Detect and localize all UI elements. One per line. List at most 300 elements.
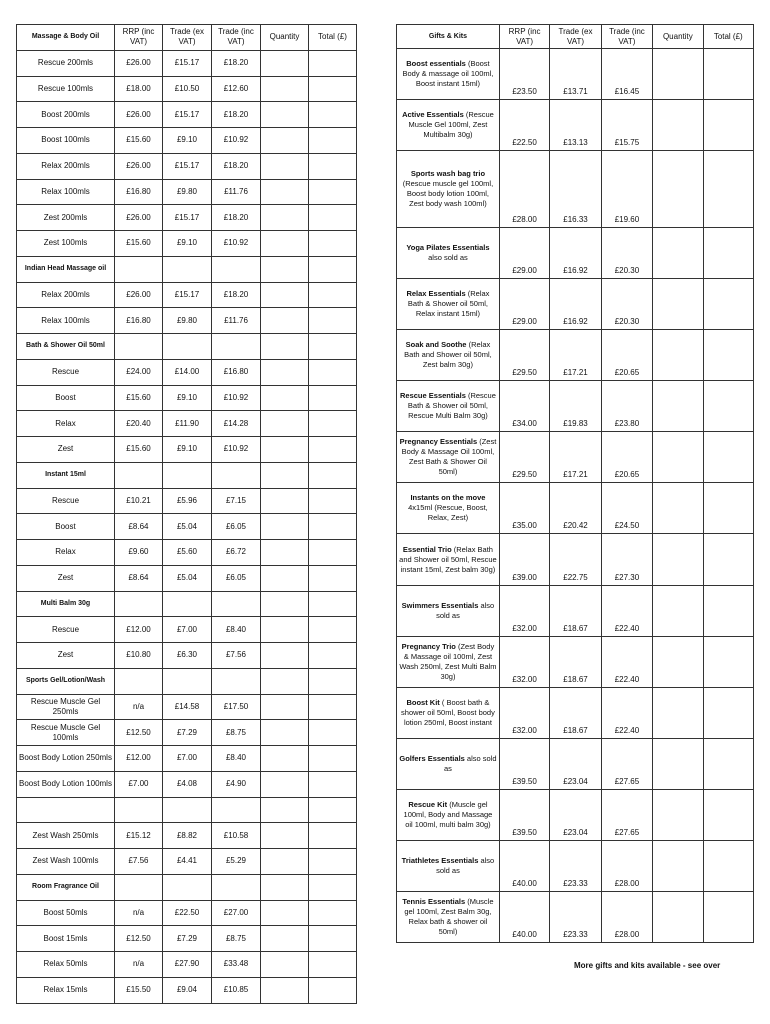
- kit-name-cell: [397, 586, 500, 637]
- total-cell[interactable]: [309, 617, 357, 643]
- quantity-cell[interactable]: [261, 977, 309, 1003]
- quantity-cell[interactable]: [261, 720, 309, 746]
- kit-description: also sold as: [436, 601, 495, 620]
- quantity-cell[interactable]: [261, 462, 309, 488]
- total-cell[interactable]: [703, 790, 753, 841]
- trade-ex-vat-cell: [163, 591, 212, 617]
- total-cell[interactable]: [309, 128, 357, 154]
- trade-ex-vat-cell: £17.21: [550, 432, 601, 483]
- total-cell[interactable]: [703, 739, 753, 790]
- quantity-cell[interactable]: [261, 694, 309, 720]
- kit-title: Tennis Essentials: [402, 897, 466, 906]
- kit-name-cell: [397, 688, 500, 739]
- table-row: [17, 102, 357, 128]
- quantity-cell[interactable]: [261, 128, 309, 154]
- total-cell[interactable]: [309, 643, 357, 669]
- total-cell[interactable]: [309, 205, 357, 231]
- rrp-cell: [115, 668, 163, 694]
- trade-inc-vat-cell: £16.45: [601, 49, 652, 100]
- trade-ex-vat-cell: £8.82: [163, 823, 212, 849]
- quantity-cell[interactable]: [653, 100, 703, 151]
- table-row: [17, 952, 357, 978]
- trade-ex-vat-cell: £22.50: [163, 900, 212, 926]
- table-row: [17, 720, 357, 746]
- total-cell[interactable]: [309, 153, 357, 179]
- quantity-cell[interactable]: [261, 926, 309, 952]
- total-cell[interactable]: [309, 771, 357, 797]
- total-cell[interactable]: [703, 637, 753, 688]
- rrp-cell: £15.50: [115, 977, 163, 1003]
- product-name-cell: Relax: [17, 411, 115, 437]
- kit-description: (Rescue Bath & Shower oil 50ml, Rescue Multi Balm 30g): [407, 391, 496, 420]
- quantity-cell[interactable]: [261, 849, 309, 875]
- quantity-cell[interactable]: [261, 643, 309, 669]
- quantity-cell[interactable]: [261, 668, 309, 694]
- quantity-cell[interactable]: [261, 540, 309, 566]
- quantity-cell[interactable]: [261, 514, 309, 540]
- total-cell[interactable]: [309, 874, 357, 900]
- total-cell[interactable]: [309, 76, 357, 102]
- trade-inc-vat-cell: £20.65: [601, 330, 652, 381]
- total-cell[interactable]: [703, 151, 753, 228]
- table-row: [17, 617, 357, 643]
- kit-title: Boost Kit: [406, 698, 440, 707]
- kit-title: Pregnancy Trio: [401, 642, 456, 651]
- product-name-cell: Boost Body Lotion 100mls: [17, 771, 115, 797]
- total-cell[interactable]: [309, 514, 357, 540]
- rrp-cell: £12.00: [115, 746, 163, 772]
- quantity-cell[interactable]: [653, 279, 703, 330]
- total-cell[interactable]: [703, 892, 753, 943]
- quantity-cell[interactable]: [653, 586, 703, 637]
- product-name-cell: Boost 100mls: [17, 128, 115, 154]
- rrp-cell: £26.00: [115, 102, 163, 128]
- total-cell[interactable]: [309, 282, 357, 308]
- rrp-cell: £15.60: [115, 231, 163, 257]
- kit-name-cell: [397, 432, 500, 483]
- total-cell[interactable]: [703, 483, 753, 534]
- quantity-cell[interactable]: [261, 488, 309, 514]
- kit-name-cell: [397, 534, 500, 586]
- quantity-cell[interactable]: [261, 952, 309, 978]
- table-row: [17, 205, 357, 231]
- trade-ex-vat-cell: £9.10: [163, 231, 212, 257]
- total-cell[interactable]: [309, 102, 357, 128]
- left-header-quantity: Quantity: [261, 25, 309, 51]
- trade-inc-vat-cell: £10.85: [212, 977, 261, 1003]
- table-row: [397, 739, 754, 790]
- kit-name-cell: [397, 637, 500, 688]
- rrp-cell: £32.00: [499, 688, 549, 739]
- quantity-cell[interactable]: [653, 637, 703, 688]
- kit-title: Rescue Essentials: [400, 391, 466, 400]
- rrp-cell: £15.60: [115, 385, 163, 411]
- quantity-cell[interactable]: [653, 892, 703, 943]
- quantity-cell[interactable]: [653, 841, 703, 892]
- trade-ex-vat-cell: £16.33: [550, 151, 601, 228]
- trade-inc-vat-cell: £10.92: [212, 231, 261, 257]
- total-cell[interactable]: [309, 926, 357, 952]
- trade-ex-vat-cell: £7.00: [163, 617, 212, 643]
- trade-ex-vat-cell: £4.08: [163, 771, 212, 797]
- rrp-cell: £32.00: [499, 637, 549, 688]
- right-header-trade-inc: Trade (inc VAT): [601, 25, 652, 49]
- table-row: [17, 179, 357, 205]
- table-row: [17, 153, 357, 179]
- product-name-cell: Relax 200mls: [17, 153, 115, 179]
- kit-description: (Zest Body & Massage oil 100ml, Zest Wash 250ml, Zest Multi Balm 30g): [399, 642, 497, 681]
- trade-inc-vat-cell: £24.50: [601, 483, 652, 534]
- total-cell[interactable]: [309, 385, 357, 411]
- table-row: [17, 385, 357, 411]
- quantity-cell[interactable]: [261, 900, 309, 926]
- total-cell[interactable]: [309, 694, 357, 720]
- total-cell[interactable]: [703, 688, 753, 739]
- total-cell[interactable]: [703, 381, 753, 432]
- quantity-cell[interactable]: [261, 411, 309, 437]
- trade-inc-vat-cell: £10.92: [212, 385, 261, 411]
- quantity-cell[interactable]: [261, 102, 309, 128]
- table-row: [17, 359, 357, 385]
- table-row: [17, 411, 357, 437]
- total-cell[interactable]: [309, 952, 357, 978]
- rrp-cell: £7.00: [115, 771, 163, 797]
- product-name-cell: Zest 100mls: [17, 231, 115, 257]
- quantity-cell[interactable]: [261, 565, 309, 591]
- trade-inc-vat-cell: £11.76: [212, 179, 261, 205]
- product-name-cell: Rescue Muscle Gel 100mls: [17, 720, 115, 746]
- total-cell[interactable]: [309, 746, 357, 772]
- trade-inc-vat-cell: £8.75: [212, 720, 261, 746]
- kit-title: Yoga Pilates Essentials: [406, 243, 490, 252]
- kit-title: Boost essentials: [406, 59, 466, 68]
- kit-name-cell: [397, 100, 500, 151]
- quantity-cell[interactable]: [653, 534, 703, 586]
- trade-ex-vat-cell: £20.42: [550, 483, 601, 534]
- left-header-rrp: RRP (inc VAT): [115, 25, 163, 51]
- total-cell[interactable]: [309, 540, 357, 566]
- section-header-row: [17, 334, 357, 360]
- quantity-cell[interactable]: [653, 790, 703, 841]
- rrp-cell: £12.50: [115, 926, 163, 952]
- trade-inc-vat-cell: [212, 797, 261, 823]
- product-name-cell: Relax 200mls: [17, 282, 115, 308]
- total-cell[interactable]: [309, 849, 357, 875]
- trade-ex-vat-cell: [163, 797, 212, 823]
- quantity-cell[interactable]: [653, 151, 703, 228]
- product-name-cell: Relax 15mls: [17, 977, 115, 1003]
- kit-title: Instants on the move: [410, 493, 486, 502]
- total-cell[interactable]: [309, 334, 357, 360]
- rrp-cell: £15.60: [115, 437, 163, 463]
- quantity-cell[interactable]: [261, 334, 309, 360]
- rrp-cell: £10.21: [115, 488, 163, 514]
- quantity-cell[interactable]: [653, 739, 703, 790]
- trade-ex-vat-cell: £14.58: [163, 694, 212, 720]
- kit-description: (Relax Bath and Shower oil 50ml, Rescue instant 15ml, Zest balm 30g): [399, 544, 497, 574]
- trade-ex-vat-cell: [163, 334, 212, 360]
- total-cell[interactable]: [309, 900, 357, 926]
- total-cell[interactable]: [309, 462, 357, 488]
- rrp-cell: £39.50: [499, 739, 549, 790]
- massage-oil-price-table: [16, 24, 357, 1004]
- total-cell[interactable]: [309, 308, 357, 334]
- quantity-cell[interactable]: [653, 432, 703, 483]
- rrp-cell: £29.00: [499, 228, 549, 279]
- rrp-cell: £16.80: [115, 179, 163, 205]
- quantity-cell[interactable]: [261, 823, 309, 849]
- quantity-cell[interactable]: [261, 179, 309, 205]
- rrp-cell: n/a: [115, 694, 163, 720]
- trade-ex-vat-cell: [163, 462, 212, 488]
- trade-inc-vat-cell: £22.40: [601, 586, 652, 637]
- rrp-cell: [115, 334, 163, 360]
- table-row: [397, 432, 754, 483]
- trade-ex-vat-cell: £18.67: [550, 637, 601, 688]
- trade-ex-vat-cell: £9.10: [163, 385, 212, 411]
- quantity-cell[interactable]: [261, 76, 309, 102]
- table-row: [397, 637, 754, 688]
- rrp-cell: £29.50: [499, 330, 549, 381]
- kit-description: (Relax Bath and Shower oil 50ml, Zest balm 30g): [404, 340, 492, 369]
- kit-name-cell: [397, 790, 500, 841]
- rrp-cell: £29.00: [499, 279, 549, 330]
- total-cell[interactable]: [309, 977, 357, 1003]
- table-row: [17, 900, 357, 926]
- total-cell[interactable]: [309, 823, 357, 849]
- total-cell[interactable]: [703, 330, 753, 381]
- rrp-cell: £18.00: [115, 76, 163, 102]
- kit-name-cell: [397, 49, 500, 100]
- total-cell[interactable]: [309, 359, 357, 385]
- trade-inc-vat-cell: £4.90: [212, 771, 261, 797]
- quantity-cell[interactable]: [261, 797, 309, 823]
- trade-inc-vat-cell: £27.65: [601, 739, 652, 790]
- kit-name-cell: [397, 228, 500, 279]
- quantity-cell[interactable]: [261, 617, 309, 643]
- trade-inc-vat-cell: £27.65: [601, 790, 652, 841]
- table-row: [17, 488, 357, 514]
- rrp-cell: £26.00: [115, 153, 163, 179]
- trade-inc-vat-cell: £18.20: [212, 205, 261, 231]
- trade-ex-vat-cell: £22.75: [550, 534, 601, 586]
- rrp-cell: £22.50: [499, 100, 549, 151]
- trade-inc-vat-cell: £22.40: [601, 688, 652, 739]
- product-name-cell: Sports Gel/Lotion/Wash: [17, 668, 115, 694]
- trade-ex-vat-cell: £10.50: [163, 76, 212, 102]
- rrp-cell: £26.00: [115, 205, 163, 231]
- trade-ex-vat-cell: £23.04: [550, 790, 601, 841]
- table-row: [17, 977, 357, 1003]
- section-header-row: [17, 874, 357, 900]
- trade-ex-vat-cell: £5.60: [163, 540, 212, 566]
- rrp-cell: [115, 797, 163, 823]
- trade-inc-vat-cell: £19.60: [601, 151, 652, 228]
- total-cell[interactable]: [309, 720, 357, 746]
- kit-description: (Boost Body & massage oil 100ml, Boost instant 15ml): [402, 59, 494, 88]
- trade-ex-vat-cell: £16.92: [550, 279, 601, 330]
- table-row: [17, 308, 357, 334]
- quantity-cell[interactable]: [261, 874, 309, 900]
- kit-description: (Relax Bath & Shower oil 50ml, Relax instant 15ml): [407, 289, 490, 318]
- quantity-cell[interactable]: [653, 330, 703, 381]
- trade-inc-vat-cell: £10.58: [212, 823, 261, 849]
- quantity-cell[interactable]: [261, 437, 309, 463]
- rrp-cell: £29.50: [499, 432, 549, 483]
- trade-inc-vat-cell: [212, 591, 261, 617]
- trade-inc-vat-cell: £18.20: [212, 50, 261, 76]
- total-cell[interactable]: [309, 591, 357, 617]
- product-name-cell: Boost Body Lotion 250mls: [17, 746, 115, 772]
- table-row: [17, 565, 357, 591]
- total-cell[interactable]: [309, 50, 357, 76]
- right-header-total: Total (£): [703, 25, 753, 49]
- left-header-trade-inc: Trade (inc VAT): [212, 25, 261, 51]
- quantity-cell[interactable]: [261, 591, 309, 617]
- total-cell[interactable]: [703, 586, 753, 637]
- trade-inc-vat-cell: £6.05: [212, 565, 261, 591]
- table-row: [397, 790, 754, 841]
- rrp-cell: £23.50: [499, 49, 549, 100]
- total-cell[interactable]: [309, 797, 357, 823]
- trade-inc-vat-cell: [212, 462, 261, 488]
- quantity-cell[interactable]: [653, 688, 703, 739]
- rrp-cell: £40.00: [499, 841, 549, 892]
- product-name-cell: Zest Wash 250mls: [17, 823, 115, 849]
- quantity-cell[interactable]: [653, 228, 703, 279]
- kit-name-cell: [397, 279, 500, 330]
- trade-ex-vat-cell: £27.90: [163, 952, 212, 978]
- rrp-cell: [115, 462, 163, 488]
- trade-inc-vat-cell: £14.28: [212, 411, 261, 437]
- quantity-cell[interactable]: [653, 381, 703, 432]
- quantity-cell[interactable]: [261, 771, 309, 797]
- total-cell[interactable]: [703, 841, 753, 892]
- total-cell[interactable]: [309, 668, 357, 694]
- total-cell[interactable]: [703, 279, 753, 330]
- rrp-cell: £35.00: [499, 483, 549, 534]
- table-row: [397, 151, 754, 228]
- kit-description: also sold as: [436, 856, 495, 875]
- trade-ex-vat-cell: £18.67: [550, 586, 601, 637]
- table-row: [397, 841, 754, 892]
- table-row: [397, 534, 754, 586]
- total-cell[interactable]: [703, 432, 753, 483]
- product-name-cell: Rescue: [17, 488, 115, 514]
- total-cell[interactable]: [703, 49, 753, 100]
- trade-inc-vat-cell: £20.30: [601, 228, 652, 279]
- product-name-cell: Rescue: [17, 359, 115, 385]
- trade-ex-vat-cell: [163, 874, 212, 900]
- total-cell[interactable]: [309, 179, 357, 205]
- trade-ex-vat-cell: £15.17: [163, 153, 212, 179]
- kit-description: 4x15ml (Rescue, Boost, Relax, Zest): [408, 503, 488, 522]
- total-cell[interactable]: [703, 228, 753, 279]
- product-name-cell: Multi Balm 30g: [17, 591, 115, 617]
- quantity-cell[interactable]: [653, 483, 703, 534]
- trade-inc-vat-cell: [212, 874, 261, 900]
- rrp-cell: [115, 256, 163, 282]
- more-gifts-footnote: More gifts and kits available - see over: [574, 961, 721, 970]
- quantity-cell[interactable]: [261, 231, 309, 257]
- quantity-cell[interactable]: [261, 746, 309, 772]
- rrp-cell: £9.60: [115, 540, 163, 566]
- table-row: [397, 279, 754, 330]
- trade-ex-vat-cell: £17.21: [550, 330, 601, 381]
- total-cell[interactable]: [309, 231, 357, 257]
- section-header-row: [17, 462, 357, 488]
- quantity-cell[interactable]: [261, 359, 309, 385]
- quantity-cell[interactable]: [261, 385, 309, 411]
- kit-description: (Rescue muscle gel 100ml, Boost body lotion 100ml, Zest body wash 100ml): [402, 179, 494, 208]
- trade-ex-vat-cell: £15.17: [163, 282, 212, 308]
- rrp-cell: £12.00: [115, 617, 163, 643]
- product-name-cell: Zest Wash 100mls: [17, 849, 115, 875]
- rrp-cell: £39.00: [499, 534, 549, 586]
- table-row: [17, 797, 357, 823]
- trade-ex-vat-cell: £15.17: [163, 50, 212, 76]
- table-row: [17, 514, 357, 540]
- trade-ex-vat-cell: £7.29: [163, 720, 212, 746]
- quantity-cell[interactable]: [261, 153, 309, 179]
- left-header-product: Massage & Body Oil: [17, 25, 115, 51]
- total-cell[interactable]: [309, 256, 357, 282]
- kit-description: also sold as: [443, 754, 497, 773]
- trade-inc-vat-cell: £6.05: [212, 514, 261, 540]
- trade-inc-vat-cell: £28.00: [601, 841, 652, 892]
- trade-inc-vat-cell: £22.40: [601, 637, 652, 688]
- product-name-cell: Rescue 100mls: [17, 76, 115, 102]
- trade-inc-vat-cell: £8.75: [212, 926, 261, 952]
- table-row: [397, 688, 754, 739]
- product-name-cell: Bath & Shower Oil 50ml: [17, 334, 115, 360]
- product-name-cell: Room Fragrance Oil: [17, 874, 115, 900]
- rrp-cell: £28.00: [499, 151, 549, 228]
- quantity-cell[interactable]: [261, 308, 309, 334]
- trade-ex-vat-cell: £6.30: [163, 643, 212, 669]
- table-row: [17, 849, 357, 875]
- quantity-cell[interactable]: [261, 282, 309, 308]
- trade-ex-vat-cell: £9.10: [163, 437, 212, 463]
- trade-ex-vat-cell: £15.17: [163, 205, 212, 231]
- table-row: [17, 282, 357, 308]
- total-cell[interactable]: [309, 411, 357, 437]
- product-name-cell: Boost 15mls: [17, 926, 115, 952]
- quantity-cell[interactable]: [261, 205, 309, 231]
- kit-title: Triathletes Essentials: [401, 856, 479, 865]
- total-cell[interactable]: [309, 437, 357, 463]
- total-cell[interactable]: [703, 534, 753, 586]
- quantity-cell[interactable]: [653, 49, 703, 100]
- quantity-cell[interactable]: [261, 50, 309, 76]
- trade-ex-vat-cell: £23.33: [550, 841, 601, 892]
- section-header-row: [17, 591, 357, 617]
- product-name-cell: Zest: [17, 643, 115, 669]
- rrp-cell: £26.00: [115, 50, 163, 76]
- table-row: [17, 50, 357, 76]
- rrp-cell: £15.12: [115, 823, 163, 849]
- total-cell[interactable]: [703, 100, 753, 151]
- trade-ex-vat-cell: £14.00: [163, 359, 212, 385]
- rrp-cell: [115, 591, 163, 617]
- quantity-cell[interactable]: [261, 256, 309, 282]
- total-cell[interactable]: [309, 565, 357, 591]
- trade-inc-vat-cell: [212, 668, 261, 694]
- total-cell[interactable]: [309, 488, 357, 514]
- kit-name-cell: [397, 892, 500, 943]
- trade-ex-vat-cell: £9.80: [163, 308, 212, 334]
- product-name-cell: Boost 200mls: [17, 102, 115, 128]
